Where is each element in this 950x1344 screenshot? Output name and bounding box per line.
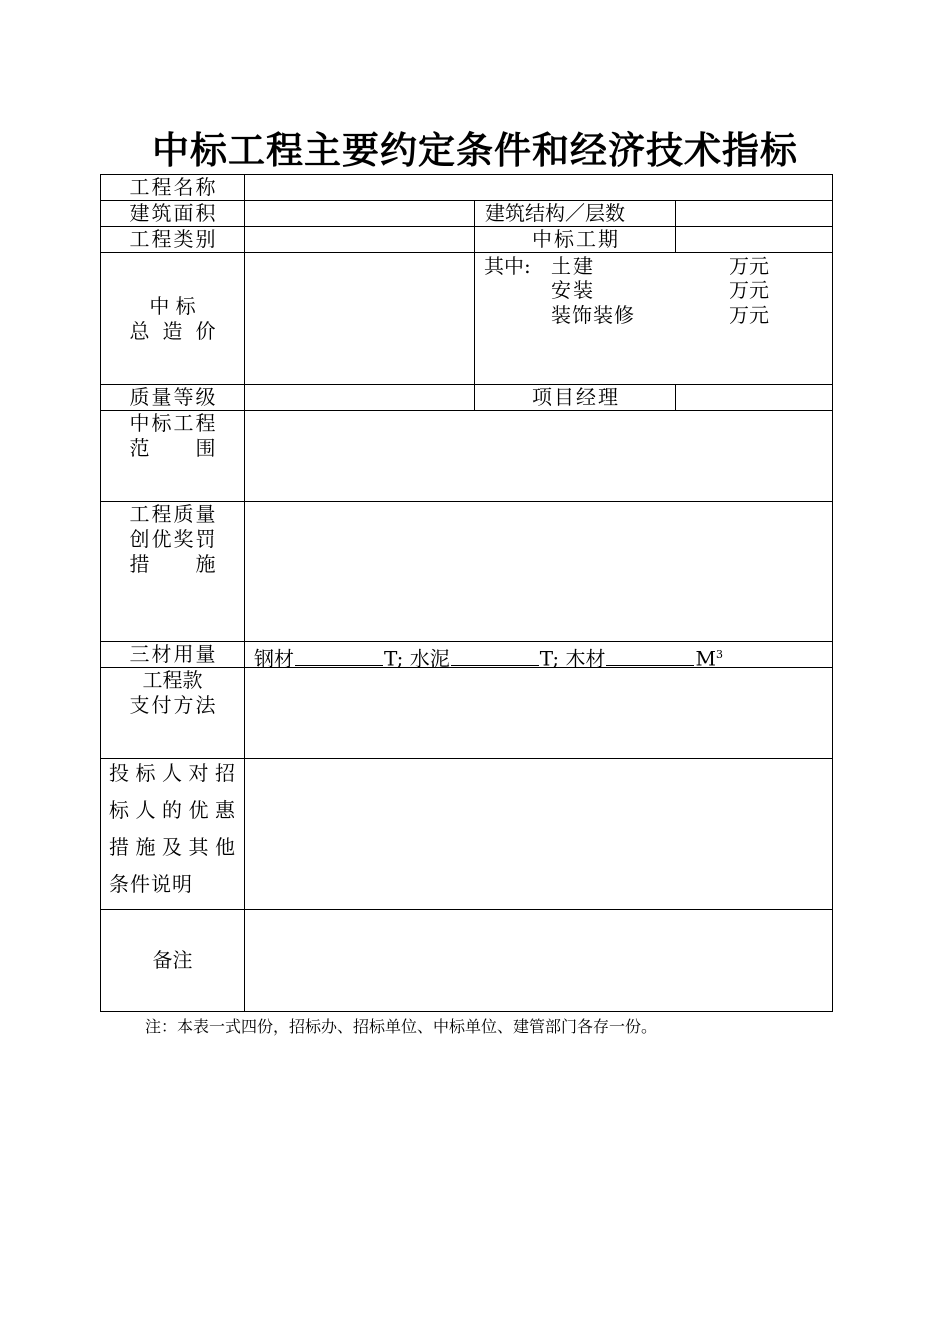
timber-unit: M (695, 646, 716, 671)
breakdown-prefix: 其中: (484, 254, 531, 278)
timber-unit-exponent: 3 (715, 648, 723, 661)
label-measures-char1: 措 (129, 552, 170, 576)
cement-label: 水泥 (409, 646, 450, 671)
label-remarks: 备注 (152, 948, 193, 972)
label-project-name: 工程名称 (129, 175, 216, 199)
steel-unit: T; (384, 646, 404, 671)
field-structure-floors[interactable] (677, 202, 832, 225)
label-payment-line1: 工程款 (142, 668, 203, 692)
field-scope[interactable] (246, 412, 832, 500)
label-total-price-line1: 中 标 (149, 294, 196, 318)
label-total-price-line2: 总造价 (129, 319, 216, 343)
label-scope-line1: 中标工程 (129, 411, 216, 435)
label-quality-measures-line3 (101, 552, 244, 577)
label-project-type: 工程类别 (129, 227, 216, 251)
label-preferential-line4: 条件说明 (109, 872, 193, 896)
field-payment[interactable] (246, 669, 832, 757)
label-quality-measures-line2: 创优奖罚 (129, 527, 216, 551)
contract-indicators-form (100, 174, 833, 1012)
label-quality-grade: 质量等级 (129, 385, 216, 409)
page-title: 中标工程主要约定条件和经济技术指标 (152, 128, 798, 172)
breakdown-install-label: 安装 (551, 278, 595, 302)
materials-line (254, 642, 723, 672)
breakdown-install-unit: 万元 (729, 278, 769, 302)
footnote: 注：本表一式四份，招标办、招标单位、中标单位、建管部门各存一份。 (145, 1017, 658, 1036)
breakdown-decoration-label: 装饰装修 (551, 303, 635, 327)
label-structure-floors: 建筑结构／层数 (485, 201, 625, 225)
label-project-manager: 项目经理 (532, 385, 618, 409)
breakdown-civil-unit: 万元 (729, 254, 769, 278)
label-payment-line2: 支付方法 (129, 693, 216, 717)
field-project-name[interactable] (246, 176, 832, 199)
field-quality-grade[interactable] (246, 386, 473, 409)
field-quality-measures[interactable] (246, 503, 832, 640)
label-quality-measures-line1: 工程质量 (129, 502, 216, 526)
cement-blank[interactable] (451, 647, 539, 666)
field-remarks[interactable] (246, 911, 832, 1011)
steel-label: 钢材 (254, 646, 294, 671)
field-building-area[interactable] (246, 202, 473, 225)
timber-label: 木材 (565, 646, 606, 671)
label-building-area: 建筑面积 (129, 201, 216, 225)
label-materials: 三材用量 (129, 642, 216, 666)
label-preferential (109, 755, 235, 903)
breakdown-decoration-unit: 万元 (729, 303, 769, 327)
cement-unit: T; (539, 646, 560, 671)
field-preferential[interactable] (246, 760, 832, 908)
label-measures-char2: 施 (195, 552, 216, 576)
label-winning-period: 中标工期 (532, 227, 618, 251)
field-winning-period[interactable] (677, 228, 832, 251)
label-scope-char1: 范 (129, 436, 170, 460)
field-project-type[interactable] (246, 228, 473, 251)
field-total-price[interactable] (246, 254, 473, 383)
label-scope-line2 (101, 436, 244, 461)
steel-blank[interactable] (295, 647, 383, 666)
label-preferential-line3: 措施及其他 (109, 835, 235, 859)
field-project-manager[interactable] (677, 386, 832, 409)
timber-blank[interactable] (606, 647, 694, 666)
breakdown-civil-label: 土建 (551, 254, 595, 278)
label-scope-char2: 围 (195, 436, 216, 460)
label-preferential-line1: 投标人对招 (109, 761, 235, 785)
label-preferential-line2: 标人的优惠 (109, 798, 235, 822)
